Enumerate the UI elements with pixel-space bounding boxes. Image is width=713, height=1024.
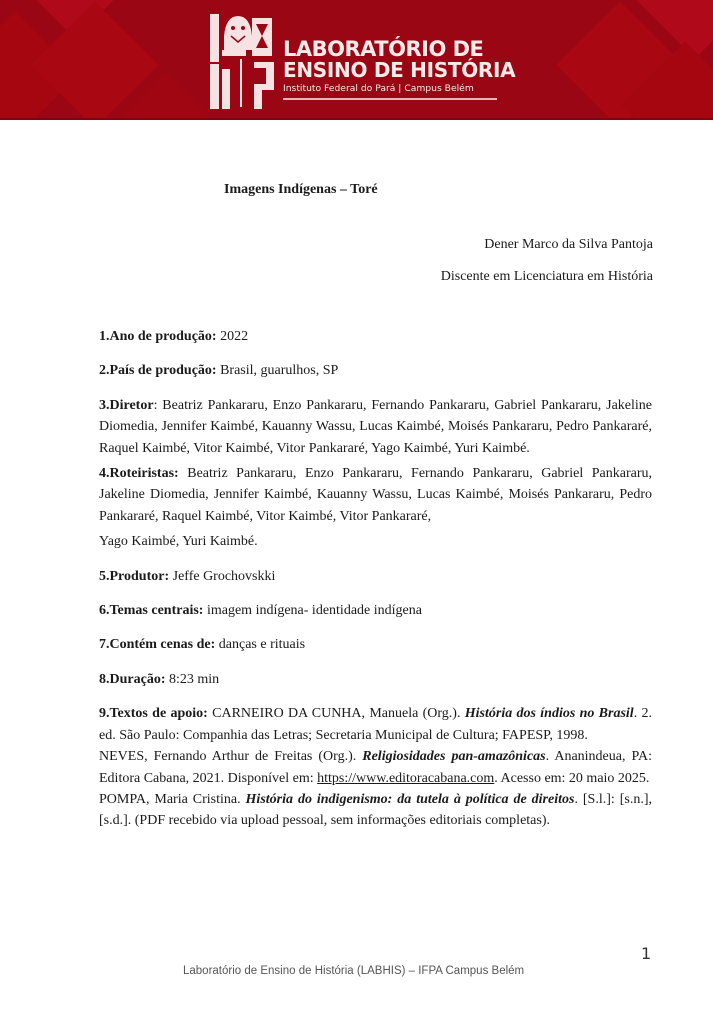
- field-value: Beatriz Pankararu, Enzo Pankararu, Fernando Pankararu, Gabriel Pankararu, Jakeline Diomedia, Jennifer Kaimbé, Kauanny Wassu, Lucas Kaimbé, Moisés Pankararu, Pedro Pankararé, Raquel Kaimbé, Vitor Kaimbé, Vitor Pankararé,: [99, 466, 652, 524]
- reference-item: [99, 789, 652, 832]
- reference-details: . Ananindeua, PA: Editora Cabana, 2021. Disponível em:: [99, 749, 652, 786]
- reference-details: . 2. ed. São Paulo: Companhia das Letras; Secretaria Municipal de Cultura; FAPESP, 1998.: [99, 706, 653, 743]
- field-label: 8.Duração:: [99, 671, 166, 687]
- field-value: 2022: [216, 329, 249, 344]
- author-role: Discente em Licenciatura em História: [440, 269, 653, 284]
- reference-author: NEVES, Fernando Arthur de Freitas (Org.).: [99, 749, 363, 765]
- reference-author: CARNEIRO DA CUNHA, Manuela (Org.).: [207, 706, 465, 722]
- field-value: Jeffe Grochovskki: [169, 568, 276, 584]
- reference-author: POMPA, Maria Cristina.: [99, 791, 246, 807]
- logo-subtitle: Instituto Federal do Pará | Campus Belém: [283, 83, 474, 94]
- reference-title: História dos índios no Brasil: [464, 706, 634, 722]
- field-contains-scenes: [99, 634, 652, 655]
- reference-title: Religiosidades pan-amazônicas: [362, 749, 546, 765]
- reference-link[interactable]: https://www.editoracabana.com: [317, 770, 495, 786]
- lab-logo-text: [283, 38, 515, 100]
- field-value: 8:23 min: [165, 671, 220, 687]
- field-value: Brasil, guarulhos, SP: [216, 363, 339, 379]
- field-support-texts: [99, 703, 652, 746]
- field-label: 6.Temas centrais:: [99, 603, 204, 619]
- field-screenwriters-continued: [99, 531, 652, 552]
- field-label: 5.Produtor:: [99, 568, 170, 584]
- field-value: : Beatriz Pankararu, Enzo Pankararu, Fernando Pankararu, Gabriel Pankararu, Jakeline Diomedia, Jennifer Kaimbé, Kauanny Wassu, Lucas Kaimbé, Moisés Pankararu, Pedro Pankararé, Raquel Kaimbé, Vitor Kaimbé, Vitor Pankararé, Yago Kaimbé, Yuri Kaimbé.: [99, 397, 652, 456]
- film-info-sheet: [99, 326, 652, 832]
- field-label: 9.Textos de apoio:: [99, 706, 208, 722]
- page-footer: Laboratório de Ensino de História (LABHIS) – IFPA Campus Belém: [183, 965, 525, 977]
- field-label: 3.Diretor: [99, 397, 154, 413]
- field-production-country: [99, 360, 652, 381]
- page-number: 1: [641, 944, 652, 963]
- field-central-themes: [99, 600, 652, 621]
- field-production-year: [99, 326, 652, 347]
- reference-item: [99, 746, 652, 789]
- author-name: Dener Marco da Silva Pantoja: [484, 237, 653, 252]
- header-banner: [0, 0, 713, 120]
- reference-details: . [S.l.]: [s.n.], [s.d.]. (PDF recebido via upload pessoal, sem informações editoriais completas).: [99, 791, 652, 829]
- field-label: 7.Contém cenas de:: [99, 637, 216, 653]
- field-value: imagem indígena- identidade indígena: [203, 603, 422, 619]
- document-title: Imagens Indígenas – Toré: [224, 182, 378, 197]
- field-value: danças e rituais: [215, 637, 306, 653]
- logo-underline: [283, 98, 497, 100]
- field-label: 4.Roteiristas:: [99, 466, 179, 482]
- field-label: 1.Ano de produção:: [99, 329, 217, 344]
- labhis-logo-icon: [210, 14, 274, 109]
- reference-access-date: . Acesso em: 20 maio 2025.: [494, 770, 650, 786]
- field-value: Yago Kaimbé, Yuri Kaimbé.: [99, 534, 258, 550]
- logo-line-1: LABORATÓRIO DE: [283, 37, 484, 61]
- field-director: [99, 395, 652, 459]
- banner-bottom-edge: [0, 118, 713, 120]
- field-label: 2.País de produção:: [99, 363, 217, 379]
- field-producer: [99, 566, 652, 587]
- field-screenwriters: [99, 463, 652, 527]
- field-duration: [99, 669, 652, 690]
- reference-title: História do indigenismo: da tutela à política de direitos: [245, 791, 575, 807]
- logo-line-2: ENSINO DE HISTÓRIA: [283, 58, 516, 82]
